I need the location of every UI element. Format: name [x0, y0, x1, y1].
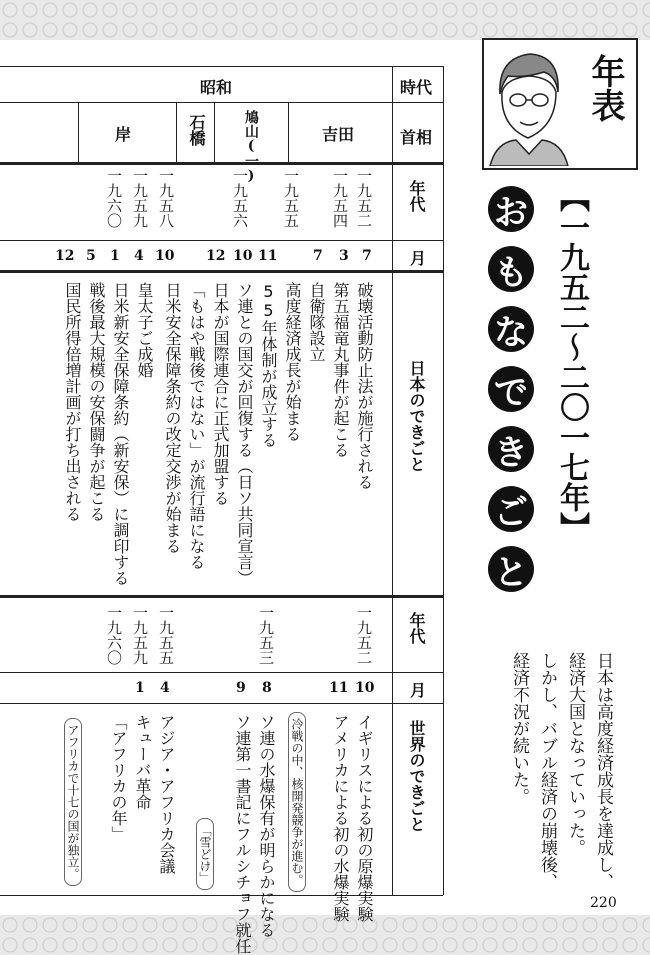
jp-month: 1 [110, 248, 120, 264]
jp-year-1960: 一九六〇 [105, 168, 123, 228]
pm-divider-2 [214, 102, 215, 162]
month-row-border [0, 270, 443, 273]
jp-month: 12 [206, 248, 226, 264]
table-bottom-border [0, 895, 443, 896]
note-bubble-africa: アフリカで十七の国が独立。 [64, 718, 82, 886]
headline-char: ご [488, 486, 534, 532]
pm-ishibashi: 石橋 [187, 114, 206, 146]
header-jidai: 時代 [400, 78, 433, 97]
bottom-pattern-band [0, 915, 650, 955]
world-month-border [0, 703, 443, 704]
world-month: 9 [236, 680, 246, 696]
jp-event: 戦後最大規模の安保闘争が起こる [87, 282, 106, 522]
jp-event: 第五福竜丸事件が起こる [331, 282, 350, 458]
pm-row-border [0, 162, 443, 165]
note-bubble-cold-war: 冷戦の中、核開発競争が進む。 [288, 712, 306, 892]
pm-hatoyama: 鳩山(一) [243, 110, 259, 184]
era-row-border [0, 102, 443, 103]
jp-month: 11 [258, 248, 278, 264]
world-month: 8 [262, 680, 272, 696]
jp-event: 皇太子ご成婚 [135, 282, 154, 378]
world-event: アジア・アフリカ会議 [157, 714, 176, 874]
pm-yoshida: 吉田 [322, 125, 355, 144]
jp-year-1958: 一九五八 [157, 168, 175, 228]
jp-month: 3 [339, 248, 349, 264]
world-year-1960: 一九六〇 [105, 605, 123, 665]
jp-year-1956: 一九五六 [231, 168, 249, 228]
jp-month: 7 [313, 248, 323, 264]
jp-event: 「もはや戦後ではない」が流行語になる [187, 282, 206, 570]
nenpyo-title: 年表 [585, 54, 625, 122]
note-bubble-thaw: 「雪どけ」 [196, 818, 214, 890]
summary-line: しかし、バブル経済の崩壊後、 [537, 652, 557, 890]
top-pattern-band [0, 0, 650, 40]
world-month: 11 [329, 680, 349, 696]
jp-month: 10 [233, 248, 253, 264]
summary-line: 日本は高度経済成長を達成し、 [593, 652, 613, 890]
world-year-1955: 一九五五 [157, 605, 175, 665]
headline-char: き [488, 426, 534, 472]
jp-year-1955: 一九五五 [282, 168, 300, 228]
japan-events-border [0, 595, 443, 598]
headline-char: お [488, 186, 534, 232]
world-event: キューバ革命 [133, 714, 152, 810]
headline-char: と [488, 546, 534, 592]
jp-event: 破壊活動防止法が施行される [355, 282, 374, 490]
header-nihon: 日本のできごと [407, 360, 426, 472]
jp-event: ソ連との国交が回復する（日ソ共同宣言） [235, 282, 254, 586]
world-event: ソ連第一書記にフルシチョフ就任 [233, 714, 252, 954]
header-shusho: 首相 [400, 128, 433, 147]
world-year-1953: 一九五三 [257, 605, 275, 665]
jp-event: 日米新安全保障条約（新安保）に調印する [111, 282, 130, 586]
jp-year-1952: 一九五二 [355, 168, 373, 228]
header-tsuki-2: 月 [410, 681, 427, 700]
world-year-1952: 一九五二 [355, 605, 373, 665]
header-column-border [392, 66, 393, 895]
jp-month: 5 [86, 248, 96, 264]
nenpyo-badge [482, 38, 638, 170]
pm-divider-1 [288, 102, 289, 162]
page-number: 220 [590, 895, 617, 911]
jp-event: 55年体制が成立する [259, 282, 278, 448]
pm-divider-4 [78, 102, 79, 162]
world-month: 4 [160, 680, 170, 696]
header-tsuki: 月 [410, 249, 427, 268]
era-label: 昭和 [200, 78, 233, 97]
header-nendai-2: 年代 [407, 612, 426, 644]
jp-month: 12 [55, 248, 75, 264]
jp-month: 10 [155, 248, 175, 264]
jp-event: 自衛隊設立 [307, 282, 326, 362]
header-sekai: 世界のできごと [407, 720, 426, 832]
jp-month: 4 [134, 248, 144, 264]
headline-char: な [488, 306, 534, 352]
jp-event: 日本が国際連合に正式加盟する [211, 282, 230, 506]
world-event: 「アフリカの年」 [109, 714, 128, 842]
world-event: ソ連の水爆保有が明らかになる [257, 714, 276, 938]
jp-year-1959: 一九五九 [131, 168, 149, 228]
jp-event: 国民所得倍増計画が打ち出される [63, 282, 82, 522]
year-row-border [0, 240, 443, 241]
jp-month: 7 [362, 248, 372, 264]
headline-char: で [488, 366, 534, 412]
table-top-border [0, 66, 443, 67]
character-portrait-icon [486, 42, 570, 166]
table-right-border [443, 66, 444, 895]
world-event: イギリスによる初の原爆実験 [355, 714, 374, 922]
summary-line: 経済大国となっていった。 [565, 652, 585, 856]
pm-divider-3 [176, 102, 177, 162]
world-event: アメリカによる初の水爆実験 [331, 714, 350, 922]
pm-kishi: 岸 [115, 125, 132, 144]
world-month: 10 [355, 680, 375, 696]
header-nendai: 年代 [407, 180, 426, 212]
world-month: 1 [135, 680, 145, 696]
jp-event: 高度経済成長が始まる [283, 282, 302, 442]
jp-year-1954: 一九五四 [331, 168, 349, 228]
headline-range: 【一九五二〜二〇一七年】 [554, 182, 589, 542]
summary-line: 経済不況が続いた。 [509, 652, 529, 805]
world-year-border [0, 672, 443, 673]
jp-event: 日米安全保障条約の改定交渉が始まる [163, 282, 182, 554]
headline-char: も [488, 246, 534, 292]
world-year-1959: 一九五九 [131, 605, 149, 665]
